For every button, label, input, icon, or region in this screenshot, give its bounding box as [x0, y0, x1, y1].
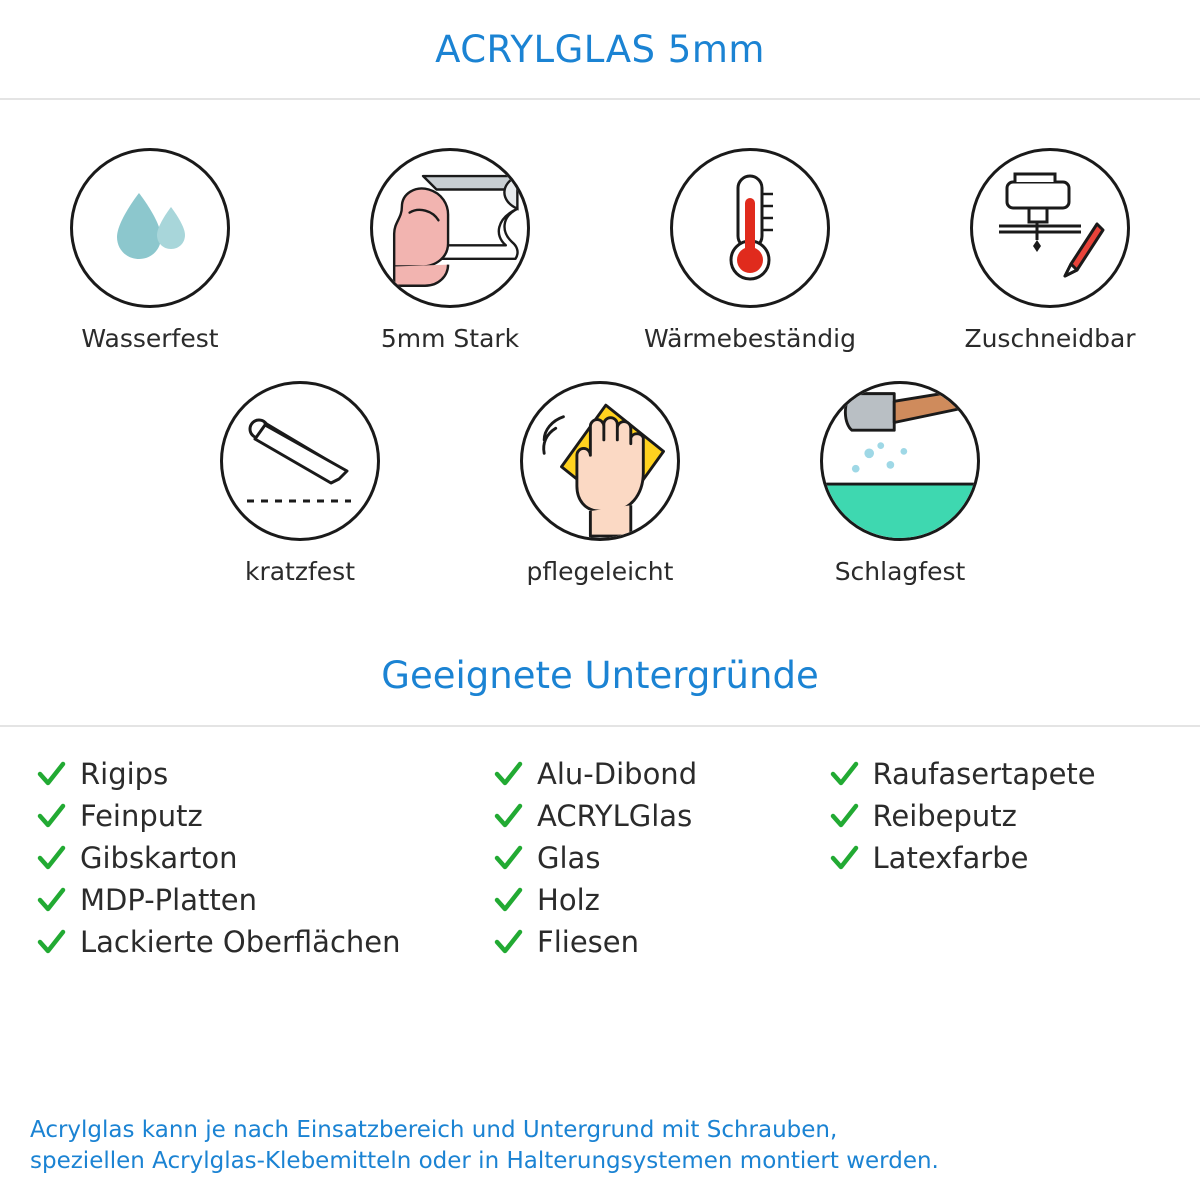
substrate-label: Gibskarton: [80, 841, 238, 875]
feature-label: kratzfest: [244, 557, 355, 586]
feature-icon-circle: [520, 381, 680, 541]
page-title: ACRYLGLAS 5mm: [435, 27, 765, 71]
feature-label: Wärmebeständig: [644, 324, 856, 353]
substrate-label: Lackierte Oberflächen: [80, 925, 401, 959]
substrate-label: Latexfarbe: [872, 841, 1029, 875]
feature-label: Wasserfest: [81, 324, 219, 353]
feature-label: 5mm Stark: [380, 324, 520, 353]
subheading-title: Geeignete Untergründe: [381, 654, 819, 697]
saw-scratch-icon: [235, 401, 365, 521]
feature-pflegeleicht: [450, 381, 750, 586]
check-icon: [829, 801, 859, 831]
feature-kratzfest: [150, 381, 450, 586]
list-item: [829, 795, 1164, 837]
list-item: [493, 879, 828, 921]
substrate-label: Rigips: [80, 757, 169, 791]
feature-icon-circle: [820, 381, 980, 541]
list-item: [829, 753, 1164, 795]
list-item: [36, 753, 493, 795]
check-icon: [36, 885, 66, 915]
substrate-label: Raufasertapete: [872, 757, 1096, 791]
feature-icon-circle: [970, 148, 1130, 308]
feature-schlagfest: [750, 381, 1050, 586]
substrate-column-3: [829, 753, 1164, 963]
feature-icon-circle: [670, 148, 830, 308]
jigsaw-cutter-icon: [985, 168, 1115, 288]
substrate-list: [0, 727, 1200, 963]
substrate-label: Fliesen: [537, 925, 639, 959]
feature-label: Schlagfest: [834, 557, 966, 586]
strong-arm-icon: [373, 148, 527, 308]
substrate-column-1: [36, 753, 493, 963]
feature-zuschneidbar: [900, 148, 1200, 353]
feature-wasserfest: [0, 148, 300, 353]
feature-waermebestaendig: [600, 148, 900, 353]
list-item: [493, 837, 828, 879]
substrate-label: MDP-Platten: [80, 883, 257, 917]
hammer-impact-icon: [823, 381, 977, 541]
thermometer-icon: [695, 168, 805, 288]
feature-icon-circle: [70, 148, 230, 308]
check-icon: [829, 759, 859, 789]
check-icon: [493, 759, 523, 789]
list-item: [36, 795, 493, 837]
mounting-note: [30, 1115, 1176, 1176]
check-icon: [493, 885, 523, 915]
feature-icon-circle: [370, 148, 530, 308]
list-item: [829, 837, 1164, 879]
feature-5mm-stark: [300, 148, 600, 353]
feature-row-2: [0, 381, 1200, 586]
subheading-section: [0, 654, 1200, 727]
feature-label: Zuschneidbar: [964, 324, 1136, 353]
substrate-label: Alu-Dibond: [537, 757, 698, 791]
substrate-column-2: [493, 753, 828, 963]
substrate-label: ACRYLGlas: [537, 799, 693, 833]
substrate-label: Glas: [537, 841, 601, 875]
list-item: [36, 921, 493, 963]
check-icon: [493, 801, 523, 831]
mounting-note-line-2: speziellen Acrylglas-Klebemitteln oder in Halterungsystemen montiert werden.: [30, 1147, 939, 1174]
check-icon: [36, 801, 66, 831]
substrate-label: Reibeputz: [872, 799, 1017, 833]
check-icon: [36, 927, 66, 957]
check-icon: [36, 759, 66, 789]
feature-label: pflegeleicht: [526, 557, 674, 586]
list-item: [493, 795, 828, 837]
page-header: [0, 0, 1200, 100]
check-icon: [36, 843, 66, 873]
list-item: [493, 753, 828, 795]
feature-grid: [0, 100, 1200, 586]
substrate-label: Holz: [537, 883, 600, 917]
hand-cloth-icon: [523, 381, 677, 541]
check-icon: [829, 843, 859, 873]
list-item: [36, 837, 493, 879]
water-drops-icon: [95, 173, 205, 283]
list-item: [493, 921, 828, 963]
list-item: [36, 879, 493, 921]
check-icon: [493, 927, 523, 957]
substrate-label: Feinputz: [80, 799, 203, 833]
mounting-note-line-1: Acrylglas kann je nach Einsatzbereich und Untergrund mit Schrauben,: [30, 1117, 838, 1144]
feature-row-1: [0, 148, 1200, 353]
check-icon: [493, 843, 523, 873]
feature-icon-circle: [220, 381, 380, 541]
